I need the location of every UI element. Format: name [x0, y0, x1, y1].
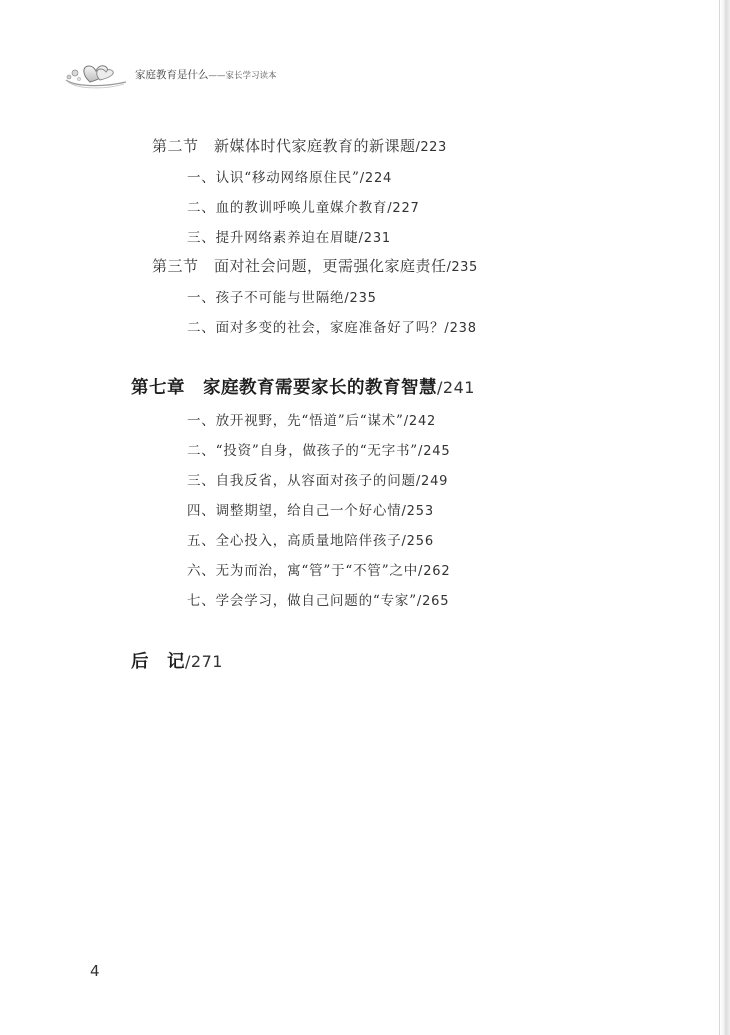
toc-entry-title: 六、无为而治，寓“管”于“不管”之中 — [187, 563, 419, 579]
toc-chapter-entry — [131, 648, 223, 673]
toc-entry-title: 一、孩子不可能与世隔绝 — [187, 290, 345, 306]
toc-entry-title: 第三节 面对社会问题，更需强化家庭责任 — [152, 257, 447, 275]
toc-item-entry — [187, 226, 391, 246]
toc-item-entry — [187, 469, 448, 489]
toc-page-ref: /227 — [387, 201, 420, 216]
page-edge-shadow — [720, 0, 730, 1035]
book-title: 家庭教育是什么 — [135, 69, 209, 81]
toc-section-entry — [152, 135, 447, 156]
toc-entry-title: 七、学会学习，做自己问题的“专家” — [187, 593, 417, 609]
toc-entry-title: 一、认识“移动网络原住民” — [187, 170, 360, 186]
toc-page-ref: /238 — [444, 321, 477, 336]
toc-item-entry — [187, 589, 449, 609]
toc-page-ref: /241 — [437, 378, 475, 397]
toc-item-entry — [187, 286, 377, 306]
toc-page-ref: /231 — [358, 231, 392, 246]
header-title — [135, 67, 277, 82]
toc-chapter-entry — [131, 374, 475, 399]
toc-page-ref: /262 — [418, 564, 451, 579]
toc-page-ref: /235 — [446, 260, 478, 275]
toc-item-entry — [187, 439, 450, 459]
toc-entry-title: 二、血的教训呼唤儿童媒介教育 — [187, 200, 388, 216]
toc-item-entry — [187, 196, 420, 216]
toc-item-entry — [187, 529, 434, 549]
toc-page-ref: /223 — [415, 140, 447, 155]
running-header — [60, 56, 320, 96]
toc-entry-title: 五、全心投入，高质量地陪伴孩子 — [187, 533, 402, 549]
book-subtitle: ——家长学习读本 — [208, 71, 277, 81]
toc-item-entry — [187, 316, 477, 336]
toc-entry-title: 三、提升网络素养迫在眉睫 — [187, 230, 359, 246]
page-number: 4 — [90, 962, 100, 980]
toc-page-ref: /256 — [401, 534, 434, 549]
toc-page-ref: /265 — [416, 594, 450, 609]
toc-entry-title: 四、调整期望，给自己一个好心情 — [187, 503, 402, 519]
toc-entry-title: 后 记 — [131, 652, 185, 672]
toc-entry-title: 第二节 新媒体时代家庭教育的新课题 — [152, 137, 416, 155]
toc-entry-title: 三、自我反省，从容面对孩子的问题 — [187, 473, 416, 489]
toc-entry-title: 二、面对多变的社会，家庭准备好了吗？ — [187, 320, 445, 336]
toc-section-entry — [152, 255, 478, 276]
toc-page-ref: /249 — [415, 474, 449, 489]
toc-page-ref: /224 — [359, 171, 393, 186]
toc-entry-title: 二、“投资”自身，做孩子的“无字书” — [187, 443, 419, 459]
toc-page-ref: /235 — [344, 291, 377, 306]
toc-item-entry — [187, 559, 450, 579]
toc-item-entry — [187, 166, 392, 186]
toc-entry-title: 一、放开视野，先“悟道”后“谋术” — [187, 413, 404, 429]
toc-item-entry — [187, 499, 434, 519]
toc-page-ref: /245 — [418, 444, 451, 459]
toc-page-ref: /271 — [185, 652, 223, 671]
toc-page-ref: /242 — [403, 414, 437, 429]
toc-page-ref: /253 — [401, 504, 434, 519]
toc-entry-title: 第七章 家庭教育需要家长的教育智慧 — [131, 378, 437, 398]
toc-item-entry — [187, 409, 436, 429]
hearts-logo-icon — [60, 56, 130, 96]
